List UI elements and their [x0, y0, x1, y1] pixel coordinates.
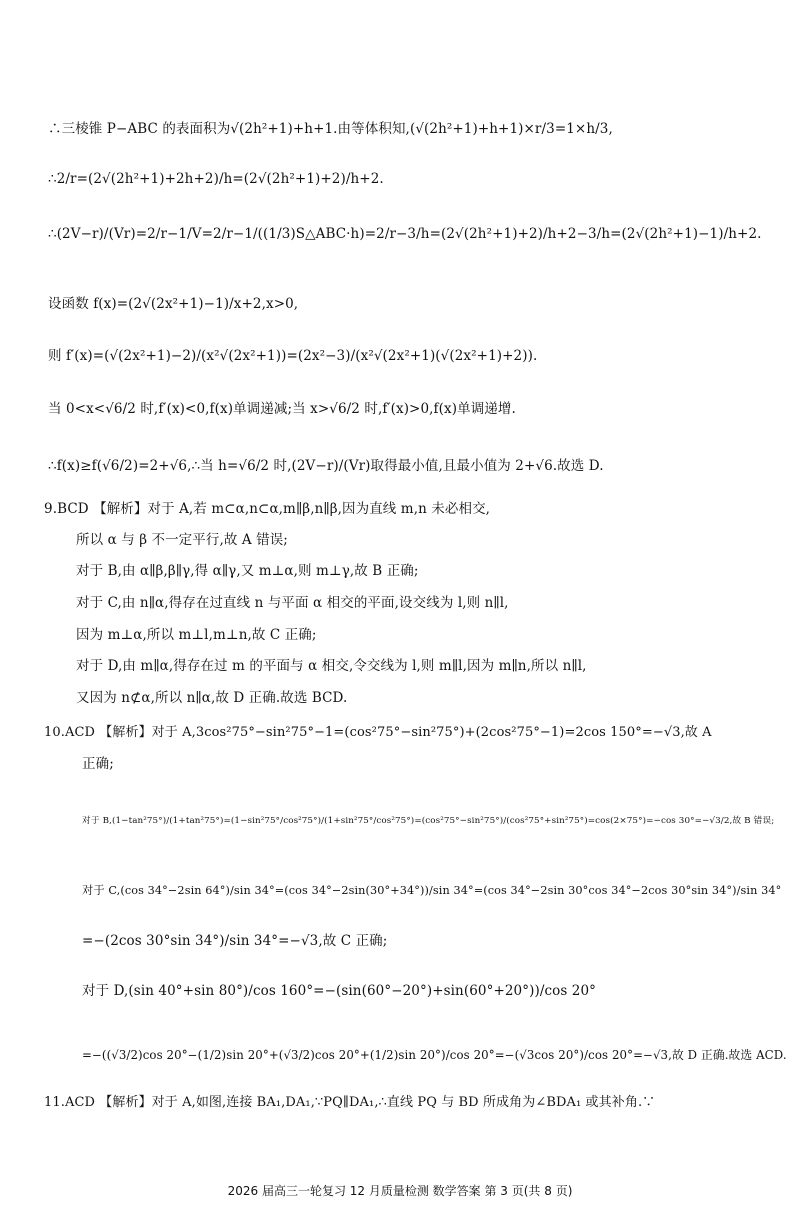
- text-line-16: 正确;: [82, 756, 114, 772]
- text-line-7: ∴f(x)≥f(√6/2)=2+√6,∴当 h=√6/2 时,(2V−r)/(Vr)取得最小值,且最小值为 2+√6.故选 D.: [48, 458, 604, 474]
- text-line-17: 对于 B,(1−tan²75°)/(1+tan²75°)=(1−sin²75°/cos²75°)/(1+sin²75°/cos²75°)=(cos²75°−sin²75°)/(cos²75°+sin²75°)=cos(2×75°)=−cos 30°=−√3/2,故 B 错误;: [82, 816, 775, 826]
- text-line-19: =−(2cos 30°sin 34°)/sin 34°=−√3,故 C 正确;: [82, 933, 388, 949]
- text-line-11: 对于 C,由 n∥α,得存在过直线 n 与平面 α 相交的平面,设交线为 l,则 n∥l,: [76, 595, 509, 611]
- question-11-header: 11.ACD 【解析】对于 A,如图,连接 BA₁,DA₁,∵PQ∥DA₁,∴直线 PQ 与 BD 所成角为∠BDA₁ 或其补角.∵: [44, 1095, 656, 1110]
- text-line-12: 因为 m⊥α,所以 m⊥l,m⊥n,故 C 正确;: [76, 627, 317, 643]
- text-line-13: 对于 D,由 m∥α,得存在过 m 的平面与 α 相交,令交线为 l,则 m∥l,因为 m∥n,所以 n∥l,: [76, 658, 587, 674]
- text-line-14: 又因为 n⊄α,所以 n∥α,故 D 正确.故选 BCD.: [76, 690, 348, 706]
- text-line-4: 设函数 f(x)=(2√(2x²+1)−1)/x+2,x>0,: [48, 296, 299, 312]
- page-footer: 2026 届高三一轮复习 12 月质量检测 数学答案 第 3 页(共 8 页): [227, 1184, 573, 1198]
- text-line-3: ∴(2V−r)/(Vr)=2/r−1/V=2/r−1/((1/3)S△ABC·h)=2/r−3/h=(2√(2h²+1)+2)/h+2−3/h=(2√(2h²+1)−1)/h+2.: [48, 226, 762, 242]
- text-line-21: =−((√3/2)cos 20°−(1/2)sin 20°+(√3/2)cos 20°+(1/2)sin 20°)/cos 20°=−(√3cos 20°)/cos 20°=−√3,故 D 正确.故选 ACD.: [82, 1048, 787, 1062]
- text-line-2: ∴2/r=(2√(2h²+1)+2h+2)/h=(2√(2h²+1)+2)/h+2.: [48, 171, 384, 187]
- text-line-10: 对于 B,由 α∥β,β∥γ,得 α∥γ,又 m⊥α,则 m⊥γ,故 B 正确;: [76, 563, 419, 579]
- text-line-1: ∴三棱锥 P−ABC 的表面积为√(2h²+1)+h+1.由等体积知,(√(2h²+1)+h+1)×r/3=1×h/3,: [48, 121, 613, 137]
- text-line-9: 所以 α 与 β 不一定平行,故 A 错误;: [76, 532, 288, 548]
- text-line-18: 对于 C,(cos 34°−2sin 64°)/sin 34°=(cos 34°−2sin(30°+34°))/sin 34°=(cos 34°−2sin 30°cos 34°−2cos 30°sin 34°)/sin 34°: [82, 884, 782, 897]
- question-9-header: 9.BCD 【解析】对于 A,若 m⊂α,n⊂α,m∥β,n∥β,因为直线 m,n 未必相交,: [44, 501, 491, 517]
- question-10-header: 10.ACD 【解析】对于 A,3cos²75°−sin²75°−1=(cos²75°−sin²75°)+(2cos²75°−1)=2cos 150°=−√3,故 A: [44, 725, 712, 740]
- text-line-6: 当 0<x<√6/2 时,f′(x)<0,f(x)单调递减;当 x>√6/2 时,f′(x)>0,f(x)单调递增.: [48, 401, 516, 417]
- text-line-5: 则 f′(x)=(√(2x²+1)−2)/(x²√(2x²+1))=(2x²−3)/(x²√(2x²+1)(√(2x²+1)+2)).: [48, 348, 538, 364]
- text-line-20: 对于 D,(sin 40°+sin 80°)/cos 160°=−(sin(60°−20°)+sin(60°+20°))/cos 20°: [82, 983, 596, 999]
